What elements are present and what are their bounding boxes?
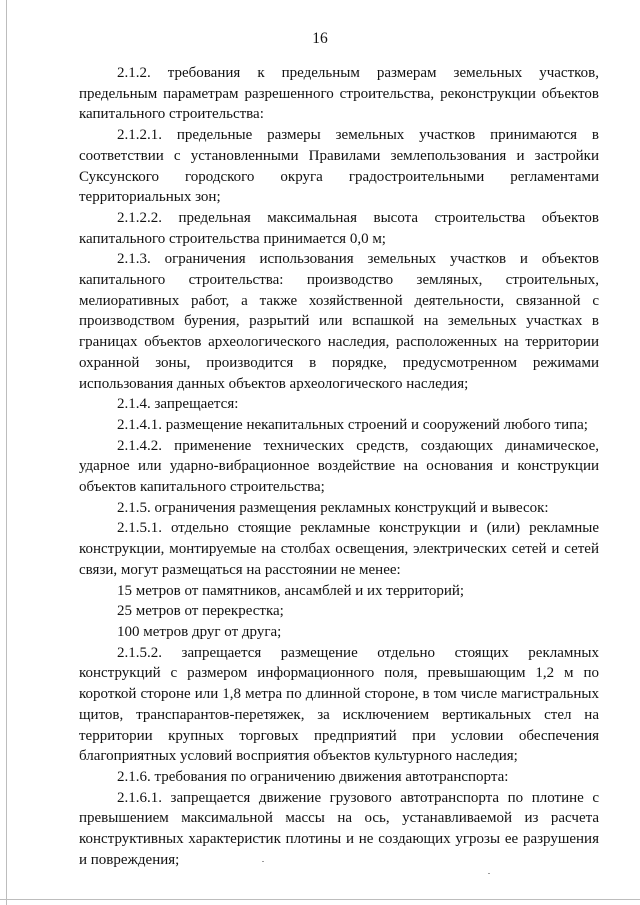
list-item-distance-between: 100 метров друг от друга; bbox=[117, 623, 282, 640]
paragraph-2-1-6: 2.1.6. требования по ограничению движения автотранспорта: bbox=[117, 768, 509, 785]
paragraph-2-1-2-1: 2.1.2.1. предельные размеры земельных участков принимаются в соответствии с установленными Правилами землепользования и застройки Суксунского городского округа градостроительными регламентами территориальных зон; bbox=[79, 127, 599, 206]
paragraph-2-1-3: 2.1.3. ограничения использования земельных участков и объектов капитального строительства: производство земляных, строительных, мелиоративных работ, а также хозяйственной деятельности, связанной с производством бурения, разрытий или вспашкой на земельных участках в границах объектов археологического наследия, расположенных на территории охранной зоны, производится в порядке, предусмотренном режимами использования данных объектов археологического наследия; bbox=[79, 251, 599, 392]
page-number: 16 bbox=[312, 30, 328, 47]
paragraph-2-1-5-1: 2.1.5.1. отдельно стоящие рекламные конструкции и (или) рекламные конструкции, монтируемые на столбах освещения, электрических сетей и сетей связи, могут размещаться на расстоянии не менее: bbox=[79, 520, 599, 578]
page-left-edge bbox=[6, 0, 7, 905]
paragraph-2-1-2-2: 2.1.2.2. предельная максимальная высота строительства объектов капитального строительства принимается 0,0 м; bbox=[79, 209, 599, 247]
list-item-distance-crossroads: 25 метров от перекрестка; bbox=[117, 603, 284, 620]
paragraph-2-1-4-2: 2.1.4.2. применение технических средств, создающих динамическое, ударное или ударно-вибрационное воздействие на основания и конструкции объектов капитального строительства; bbox=[79, 437, 599, 496]
paragraph-2-1-4-1: 2.1.4.1. размещение некапитальных строений и сооружений любого типа; bbox=[117, 416, 588, 433]
paragraph-2-1-2: 2.1.2. требования к предельным размерам земельных участков, предельным параметрам разрешенного строительства, реконструкции объектов капитального строительства: bbox=[79, 65, 599, 123]
document-body bbox=[79, 63, 599, 870]
list-item-distance-monuments: 15 метров от памятников, ансамблей и их территорий; bbox=[117, 582, 465, 599]
paragraph-2-1-5-2: 2.1.5.2. запрещается размещение отдельно стоящих рекламных конструкций с размером информационного поля, превышающим 1,2 м по короткой стороне или 1,8 метра по длинной стороне, в том числе магистральных щитов, транспарантов-перетяжек, за исключением вертикальных стел на территории крупных торговых предприятий при условии обеспечения благоприятных условий восприятия объектов культурного наследия; bbox=[79, 644, 599, 765]
paragraph-2-1-6-1: 2.1.6.1. запрещается движение грузового автотранспорта по плотине с превышением максимальной массы на ось, устанавливаемой из расчета конструктивных характеристик плотины и не создающих угрозы ее разрушения и повреждения; bbox=[79, 789, 599, 868]
scan-speck bbox=[262, 861, 264, 862]
paragraph-2-1-5: 2.1.5. ограничения размещения рекламных конструкций и вывесок: bbox=[117, 499, 549, 516]
paragraph-2-1-4: 2.1.4. запрещается: bbox=[117, 396, 239, 413]
scan-speck bbox=[488, 873, 490, 874]
page-bottom-edge bbox=[0, 899, 640, 900]
